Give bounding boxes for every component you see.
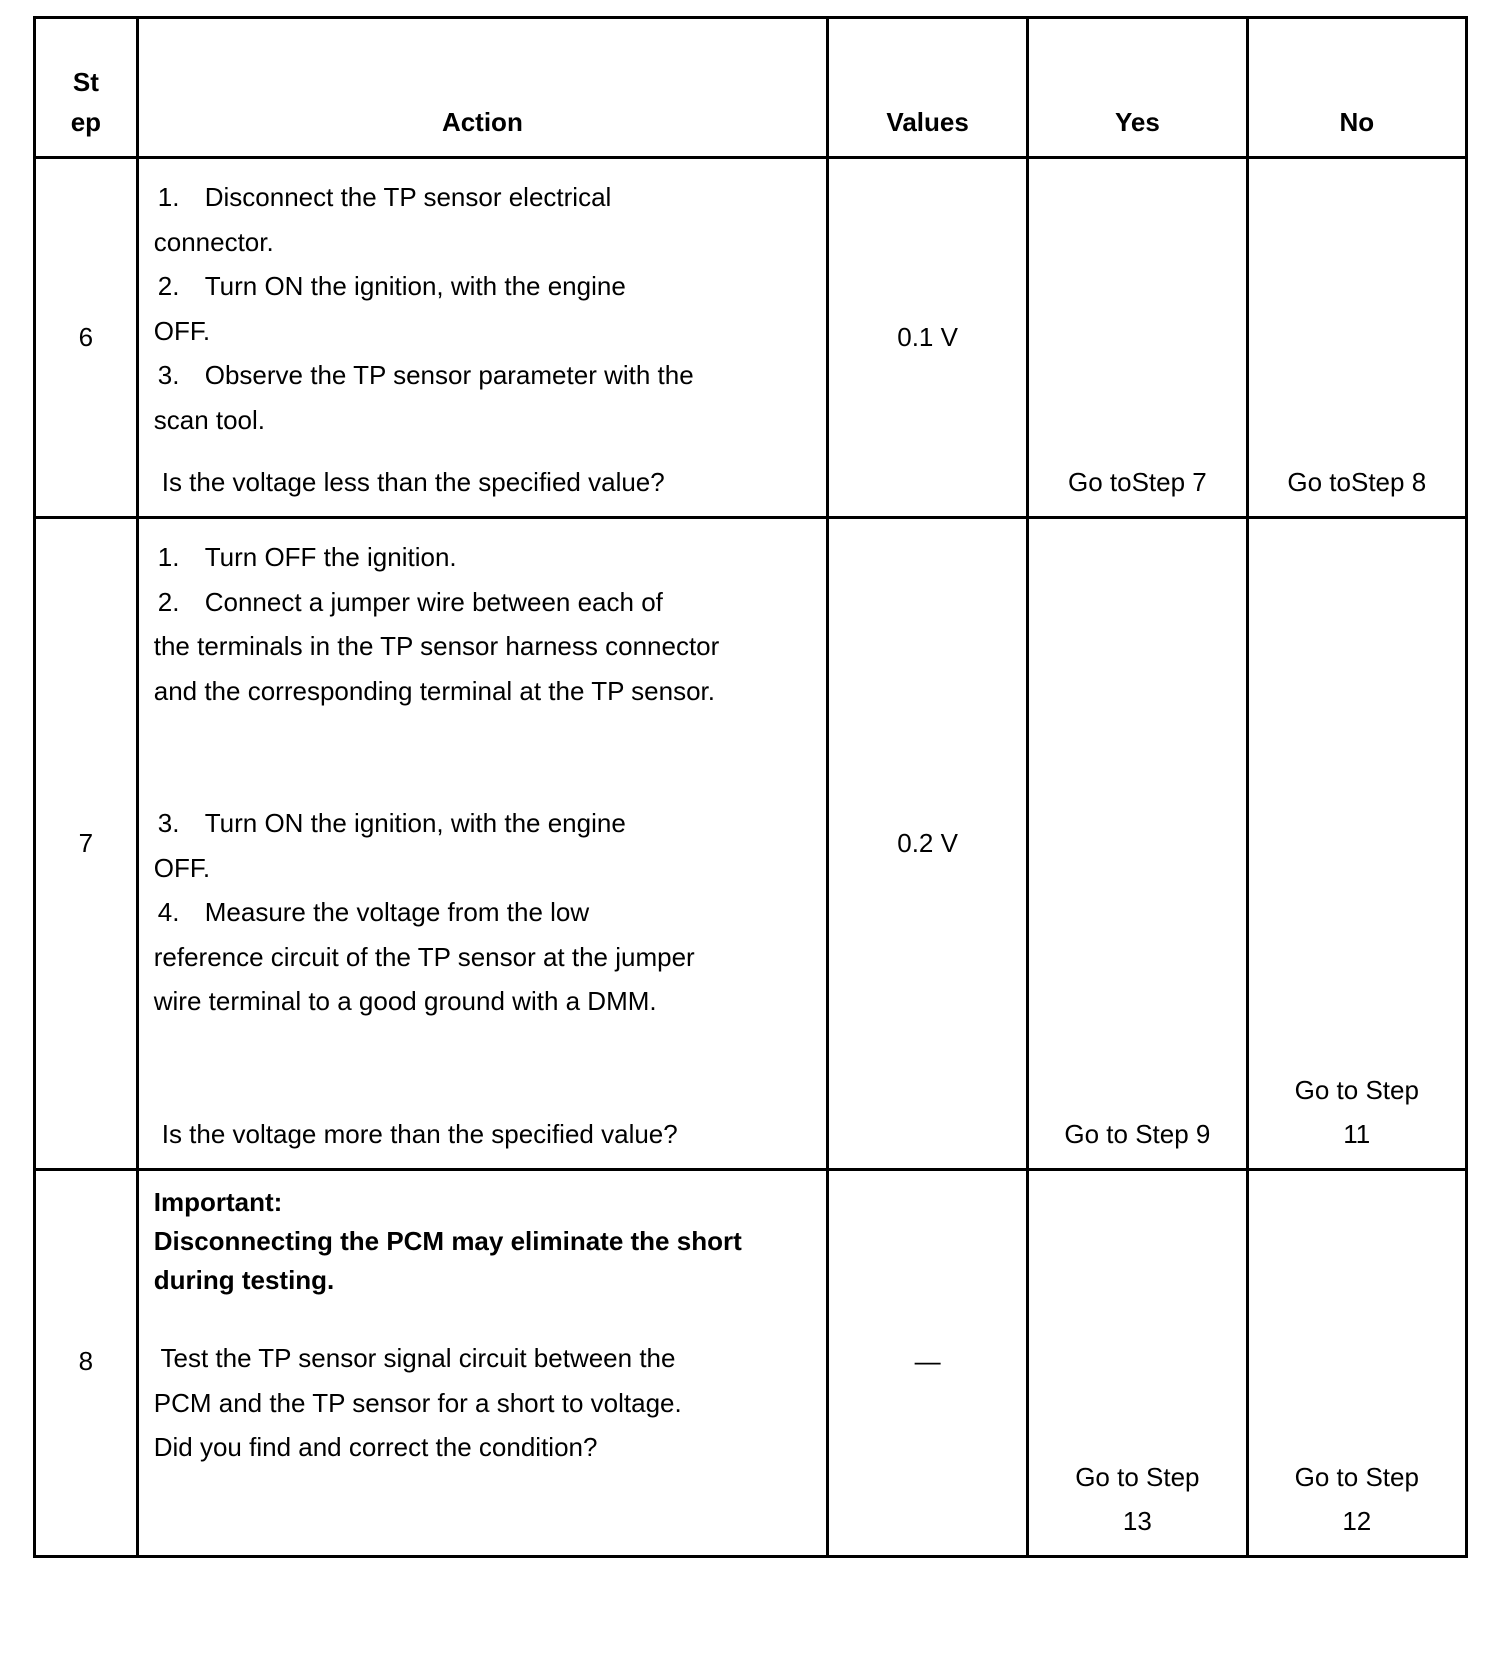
action-line: the terminals in the TP sensor harness connector [153, 631, 720, 661]
yes-link-line2: 13 [1122, 1506, 1152, 1536]
no-cell [1247, 518, 1466, 1170]
step-number: 7 [78, 828, 94, 858]
action-line: 3. Turn ON the ignition, with the engine [157, 808, 626, 838]
no-link-line2: 11 [1343, 1119, 1371, 1149]
action-line: scan tool. [153, 404, 266, 435]
header-row [35, 18, 1467, 158]
header-action-label: Action [441, 107, 523, 137]
header-step [35, 18, 138, 158]
value-text: — [914, 1346, 941, 1376]
header-step-line1: St [72, 67, 99, 97]
header-step-line2: ep [70, 107, 102, 137]
no-cell [1247, 158, 1466, 518]
yes-link-line1: Go to Step [1075, 1462, 1200, 1492]
header-no [1247, 18, 1466, 158]
value-text: 0.2 V [897, 828, 958, 858]
action-line: Test the TP sensor signal circuit between the [153, 1343, 676, 1373]
action-line: reference circuit of the TP sensor at the jumper [153, 941, 695, 972]
action-line: wire terminal to a good ground with a DMM. [153, 986, 657, 1016]
yes-cell [1028, 1170, 1247, 1557]
no-link[interactable] [1249, 1068, 1465, 1156]
no-link-line1: Go to Step [1294, 1462, 1419, 1492]
important-text: during testing. [153, 1265, 335, 1295]
yes-link[interactable]: Go toStep 7 [1067, 467, 1207, 497]
action-line: 2. Turn ON the ignition, with the engine [157, 271, 626, 301]
action-line: 4. Measure the voltage from the low [157, 897, 590, 927]
action-line: and the corresponding terminal at the TP sensor. [153, 675, 716, 706]
header-yes [1028, 18, 1247, 158]
step-number: 8 [78, 1346, 94, 1376]
value-cell [828, 158, 1028, 518]
value-cell [828, 518, 1028, 1170]
no-link[interactable]: Go toStep 8 [1287, 467, 1427, 497]
action-line: OFF. [153, 315, 211, 346]
step-cell [35, 1170, 138, 1557]
action-line: 3. Observe the TP sensor parameter with the [157, 360, 694, 390]
action-line: PCM and the TP sensor for a short to voltage. [153, 1387, 682, 1418]
no-cell [1247, 1170, 1466, 1557]
no-link[interactable] [1249, 1455, 1465, 1543]
yes-link[interactable]: Go to Step 9 [1064, 1119, 1211, 1149]
header-action [137, 18, 827, 158]
action-cell [137, 158, 827, 518]
action-line: 1. Turn OFF the ignition. [157, 542, 457, 572]
step-cell [35, 158, 138, 518]
action-question: Is the voltage more than the specified value? [161, 1118, 678, 1149]
header-no-label: No [1339, 107, 1375, 137]
yes-cell [1028, 158, 1247, 518]
action-line: 1. Disconnect the TP sensor electrical [157, 182, 612, 212]
no-link-line1: Go to Step [1294, 1075, 1419, 1105]
header-yes-label: Yes [1114, 107, 1160, 137]
no-link-line2: 12 [1342, 1506, 1372, 1536]
action-line: 2. Connect a jumper wire between each of [157, 586, 663, 617]
header-values-label: Values [886, 107, 969, 137]
yes-link[interactable] [1029, 1455, 1245, 1543]
yes-cell [1028, 518, 1247, 1170]
diagnostic-table [33, 16, 1468, 1558]
value-cell [828, 1170, 1028, 1557]
table-row [35, 158, 1467, 518]
important-label: Important: [153, 1187, 283, 1217]
action-line: connector. [153, 226, 274, 257]
value-text: 0.1 V [897, 322, 958, 352]
step-number: 6 [78, 322, 94, 352]
important-text: Disconnecting the PCM may eliminate the short [153, 1226, 742, 1256]
action-line: OFF. [153, 852, 211, 883]
action-question: Did you find and correct the condition? [153, 1432, 598, 1462]
step-cell [35, 518, 138, 1170]
action-cell [137, 518, 827, 1170]
action-question: Is the voltage less than the specified value? [161, 466, 665, 497]
table-row [35, 1170, 1467, 1557]
header-values [828, 18, 1028, 158]
table-row [35, 518, 1467, 1170]
action-cell [137, 1170, 827, 1557]
